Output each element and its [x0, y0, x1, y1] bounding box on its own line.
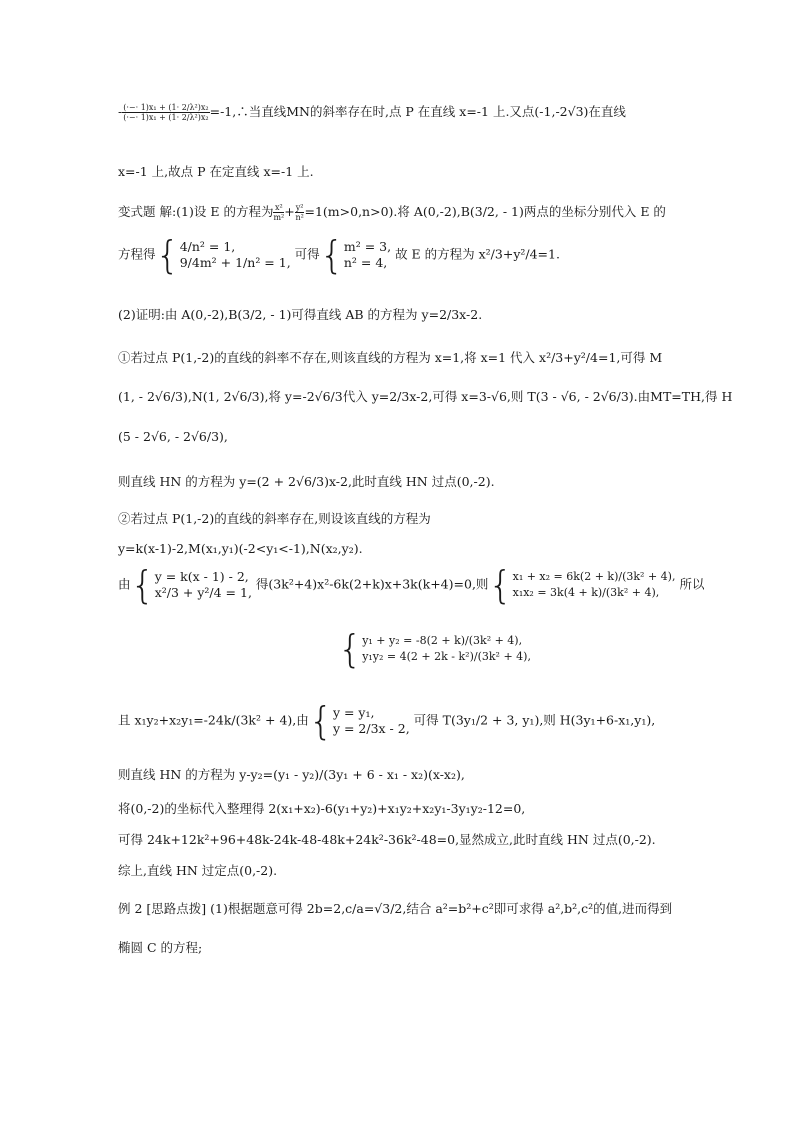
text-line-19: 椭圆 C 的方程;	[118, 940, 203, 955]
equation-system-line: 方程得{ 4/n² = 1, 9/4m² + 1/n² = 1, 可得{ m² = 3, n² = 4, 故 E 的方程为 x²/3+y²/4=1.	[118, 233, 560, 277]
equation-system-1: 4/n² = 1, 9/4m² + 1/n² = 1,	[179, 239, 291, 270]
fraction-expression: $\frac{\text{(·−· 1)x₁ + (1· 2/λ²)x₂}}{\text{(·−· 1)x₁ + (1· 2/λ²)x₂}}$	[123, 103, 209, 122]
text-line-9: 则直线 HN 的方程为 y=(2 + 2√6/3)x-2,此时直线 HN 过点(0,-2).	[118, 474, 495, 489]
text-line-18: 例 2 [思路点拨] (1)根据题意可得 2b=2,c/a=√3/2,结合 a²=b²+c²即可求得 a²,b²,c²的值,进而得到	[118, 901, 673, 916]
text-line-6: ①若过点 P(1,-2)的直线的斜率不存在,则该直线的方程为 x=1,将 x=1 代入 x²/3+y²/4=1,可得 M	[118, 350, 663, 365]
text-line-8: (5 - 2√6, - 2√6/3),	[118, 429, 228, 444]
equation-system-6: y = y₁, y = 2/3x - 2,	[332, 705, 410, 736]
equation-system-2: m² = 3, n² = 4,	[343, 239, 392, 270]
text-line-17: 综上,直线 HN 过定点(0,-2).	[118, 863, 278, 878]
equation-system-3: y = k(x - 1) - 2, x²/3 + y²/4 = 1,	[154, 569, 252, 600]
text-line-15: 将(0,-2)的坐标代入整理得 2(x₁+x₂)-6(y₁+y₂)+x₁y₂+x₂y₁-3y₁y₂-12=0,	[118, 801, 526, 816]
text-line-11: y=k(x-1)-2,M(x₁,y₁)(-2<y₁<-1),N(x₂,y₂).	[118, 541, 363, 556]
text-line-14: 则直线 HN 的方程为 y-y₂=(y₁ - y₂)/(3y₁ + 6 - x₁ - x₂)(x-x₂),	[118, 767, 465, 782]
text-line-3: 变式题 解:(1)设 E 的方程为 $\frac{\text{x²}}{\text{m²}}$ + $\frac{\text{y²}}{\text{n²}}$ =1(m>0,n>0).将 A(0,-2),B(3/2, - 1)两点的坐标分别代入 E 的	[118, 203, 666, 222]
equation-system-4: x₁ + x₂ = 6k(2 + k)/(3k² + 4), x₁x₂ = 3k(4 + k)/(3k² + 4),	[512, 570, 676, 599]
text-line-7: (1, - 2√6/3),N(1, 2√6/3),将 y=-2√6/3代入 y=2/3x-2,可得 x=3-√6,则 T(3 - √6, - 2√6/3).由MT=TH,得 H	[118, 389, 733, 404]
equation-system-line-3: { y₁ + y₂ = -8(2 + k)/(3k² + 4), y₁y₂ = 4(2 + 2k - k²)/(3k² + 4),	[338, 627, 531, 671]
text-line-16: 可得 24k+12k²+96+48k-24k-48-48k+24k²-36k²-48=0,显然成立,此时直线 HN 过点(0,-2).	[118, 832, 656, 847]
text-line-1: - $\frac{\text{(·−· 1)x₁ + (1· 2/λ²)x₂}}{\text{(·−· 1)x₁ + (1· 2/λ²)x₂}}$ =-1,∴当直线MN的斜率存在时,点 P 在直线 x=-1 上.又点(-1,-2√3)在直线	[118, 103, 626, 122]
text-line-5: (2)证明:由 A(0,-2),B(3/2, - 1)可得直线 AB 的方程为 y=2/3x-2.	[118, 307, 483, 322]
equation-system-line-4: 且 x₁y₂+x₂y₁=-24k/(3k² + 4),由{ y = y₁, y = 2/3x - 2, 可得 T(3y₁/2 + 3, y₁),则 H(3y₁+6-x₁,y₁),	[118, 699, 656, 743]
text-line-10: ②若过点 P(1,-2)的直线的斜率存在,则设该直线的方程为	[118, 511, 431, 526]
text-line-2: x=-1 上,故点 P 在定直线 x=-1 上.	[118, 164, 314, 179]
equation-system-line-2: 由{ y = k(x - 1) - 2, x²/3 + y²/4 = 1, 得(3k²+4)x²-6k(2+k)x+3k(k+4)=0,则{ x₁ + x₂ = 6k(2 + k)/(3k² + 4), x₁x₂ = 3k(4 + k)/(3k² + 4), 所以	[118, 563, 705, 607]
equation-system-5: y₁ + y₂ = -8(2 + k)/(3k² + 4), y₁y₂ = 4(2 + 2k - k²)/(3k² + 4),	[362, 634, 531, 663]
